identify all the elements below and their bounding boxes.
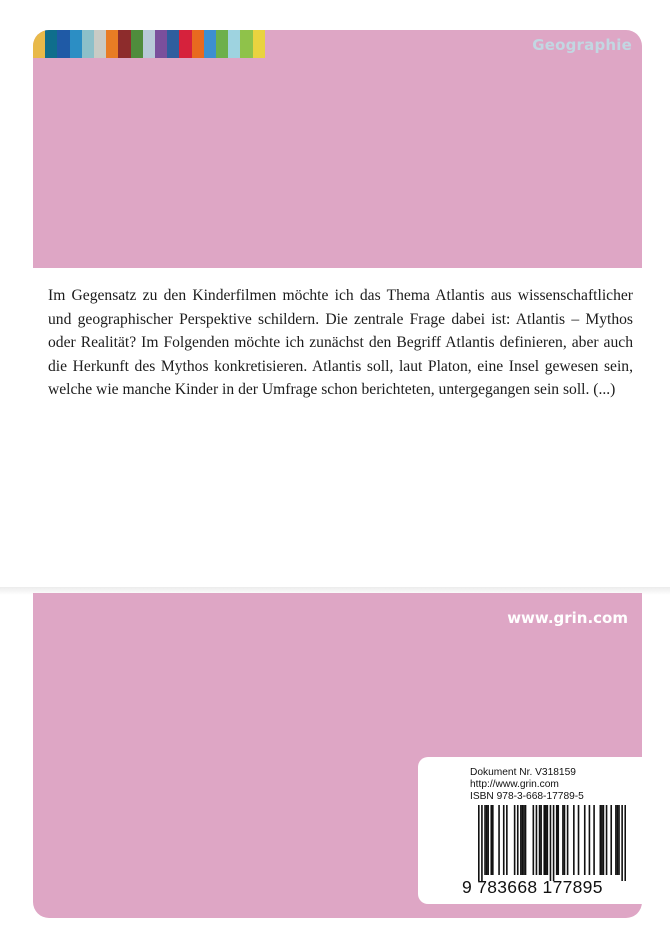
- barcode-bar: [621, 805, 623, 881]
- color-stripe: [240, 30, 252, 58]
- color-stripe: [179, 30, 191, 58]
- barcode-bar: [486, 805, 488, 875]
- barcode-bar: [603, 805, 605, 875]
- document-number: Dokument Nr. V318159: [470, 767, 576, 778]
- barcode-bar: [525, 805, 527, 875]
- color-stripe: [70, 30, 82, 58]
- barcode-bar: [514, 805, 516, 875]
- barcode-bar: [553, 805, 555, 881]
- cover-top-panel: [33, 30, 642, 268]
- barcode-bar: [539, 805, 541, 875]
- barcode-bar: [617, 805, 619, 875]
- barcode-bar: [506, 805, 508, 875]
- barcode-bar: [540, 805, 542, 875]
- color-stripe: [143, 30, 155, 58]
- barcode-bar: [606, 805, 608, 875]
- barcode-bar: [550, 805, 552, 881]
- barcode-bar: [520, 805, 522, 875]
- barcode-bar: [478, 805, 480, 881]
- color-stripe: [204, 30, 216, 58]
- color-stripe: [33, 30, 45, 58]
- barcode-bar: [533, 805, 535, 875]
- barcode-bar: [556, 805, 558, 875]
- barcode-bar: [490, 805, 492, 875]
- barcode-bar: [593, 805, 595, 875]
- website-label: www.grin.com: [507, 609, 628, 627]
- barcode-bar: [610, 805, 612, 875]
- barcode-bar: [589, 805, 591, 875]
- barcode-bar: [547, 805, 549, 875]
- color-stripe: [155, 30, 167, 58]
- barcode-bar: [545, 805, 547, 875]
- barcode-bar: [600, 805, 602, 875]
- color-stripe: [45, 30, 57, 58]
- color-stripe: [228, 30, 240, 58]
- barcode-bar: [492, 805, 494, 875]
- barcode-bar: [557, 805, 559, 875]
- color-stripe: [94, 30, 106, 58]
- barcode-box: [418, 757, 642, 904]
- color-stripes: [33, 30, 265, 58]
- barcode-bar: [498, 805, 500, 875]
- document-url: http://www.grin.com: [470, 779, 559, 790]
- isbn-text: ISBN 978-3-668-17789-5: [470, 791, 584, 802]
- barcode-bar: [543, 805, 545, 875]
- barcode-bar: [618, 805, 620, 875]
- barcode-bar: [522, 805, 524, 875]
- barcode-digits: 9 783668 177895: [462, 877, 603, 897]
- color-stripe: [82, 30, 94, 58]
- book-summary: Im Gegensatz zu den Kinderfilmen möchte ich das Thema Atlantis aus wissenschaftlicher und geographischer Perspektive schildern. Die zentrale Frage dabei ist: Atlantis – Mythos oder Realität? Im Folgenden möchte ich zunächst den Begriff Atlantis definieren, aber auch die Herkunft des Mythos konkretisieren. Atlantis soll, laut Platon, eine Insel gewesen sein, welche wie manche Kinder in der Umfrage schon berichteten, untergegangen sein soll. (...): [48, 287, 633, 399]
- barcode-bar: [562, 805, 564, 875]
- barcode-bar: [487, 805, 489, 875]
- barcode-bar: [523, 805, 525, 875]
- color-stripe: [131, 30, 143, 58]
- barcode-bar: [503, 805, 505, 875]
- barcode-bar: [601, 805, 603, 875]
- barcode-bar: [481, 805, 483, 881]
- color-stripe: [106, 30, 118, 58]
- color-stripe: [192, 30, 204, 58]
- color-stripe: [216, 30, 228, 58]
- barcode-bar: [573, 805, 575, 875]
- barcode-bar: [584, 805, 586, 875]
- barcode-bar: [536, 805, 538, 875]
- barcode-bar: [517, 805, 519, 875]
- barcode-bar: [567, 805, 569, 875]
- barcode-bar: [564, 805, 566, 875]
- barcode-bar: [615, 805, 617, 875]
- barcode-bar: [484, 805, 486, 875]
- category-label: Geographie: [532, 36, 632, 54]
- barcode-image: [478, 805, 626, 881]
- barcode-bar: [624, 805, 626, 881]
- barcode-bar: [578, 805, 580, 875]
- color-stripe: [167, 30, 179, 58]
- color-stripe: [57, 30, 69, 58]
- color-stripe: [118, 30, 130, 58]
- color-stripe: [253, 30, 265, 58]
